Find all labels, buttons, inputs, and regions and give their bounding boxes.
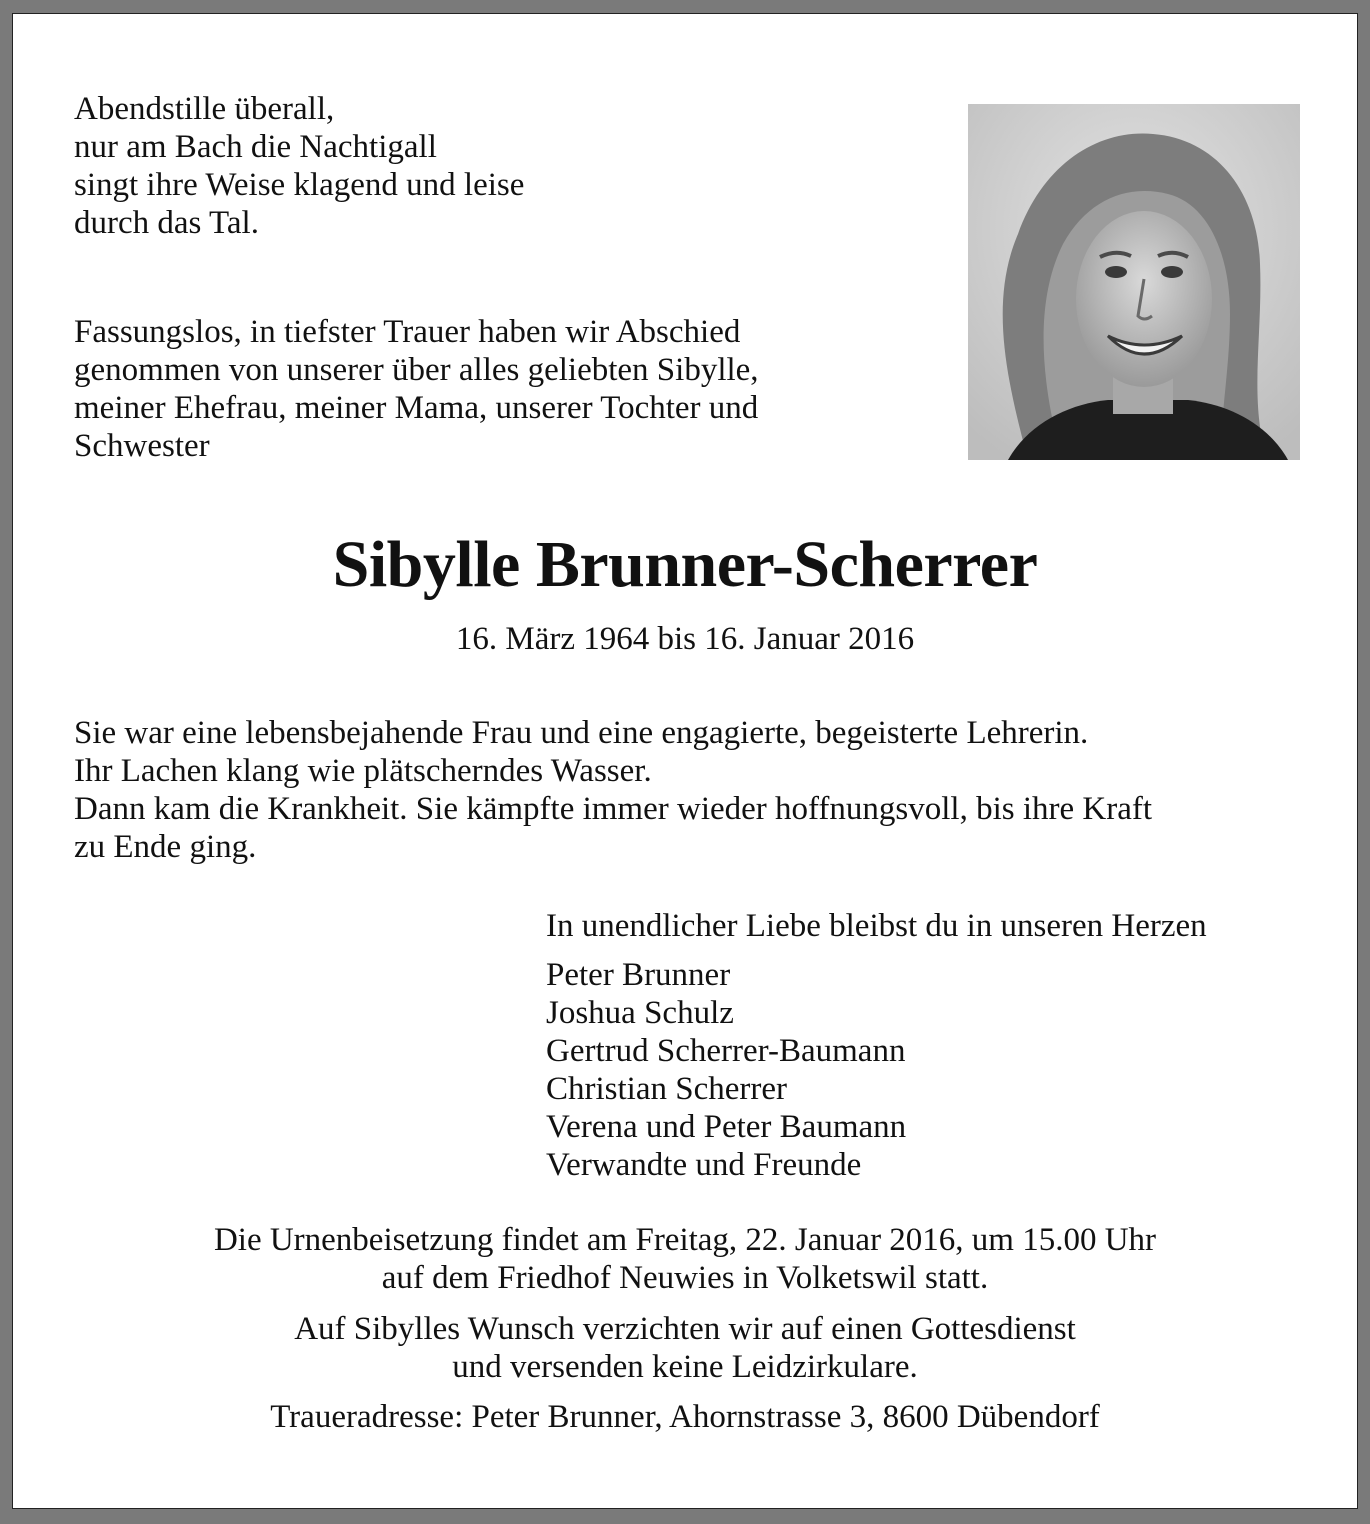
wish-line: und versenden keine Leidzirkulare. [452, 1349, 918, 1385]
biography-text [74, 714, 1152, 866]
bio-line: Dann kam die Krankheit. Sie kämpfte immer wieder hoffnungsvoll, bis ihre Kraft [74, 791, 1153, 827]
mourner-name: Verwandte und Freunde [546, 1147, 862, 1183]
closing-phrase: In unendlicher Liebe bleibst du in unseren Herzen [546, 908, 1207, 944]
bio-line: Ihr Lachen klang wie plätscherndes Wasser. [74, 753, 652, 789]
obituary-notice [12, 13, 1358, 1509]
portrait-photo [968, 104, 1300, 460]
intro-line: Schwester [74, 428, 210, 464]
mourning-address: Traueradresse: Peter Brunner, Ahornstrasse 3, 8600 Dübendorf [270, 1399, 1100, 1435]
ceremony-line: auf dem Friedhof Neuwies in Volketswil statt. [381, 1260, 989, 1296]
wish-info [13, 1310, 1357, 1386]
life-dates: 16. März 1964 bis 16. Januar 2016 [455, 621, 915, 657]
intro-line: genommen von unserer über alles geliebten Sibylle, [74, 352, 759, 388]
intro-line: Fassungslos, in tiefster Trauer haben wir Abschied [74, 314, 741, 350]
bio-line: zu Ende ging. [74, 829, 257, 865]
mourner-name: Joshua Schulz [546, 995, 734, 1031]
deceased-name: Sibylle Brunner-Scherrer [332, 528, 1038, 601]
ceremony-line: Die Urnenbeisetzung findet am Freitag, 22. Januar 2016, um 15.00 Uhr [213, 1222, 1157, 1258]
mourners-list [546, 956, 906, 1184]
intro-text [74, 313, 759, 465]
mourner-name: Gertrud Scherrer-Baumann [546, 1033, 906, 1069]
poem-line: nur am Bach die Nachtigall [74, 129, 437, 165]
poem-line: durch das Tal. [74, 205, 259, 241]
bio-line: Sie war eine lebensbejahende Frau und eine engagierte, begeisterte Lehrerin. [74, 715, 1089, 751]
poem-line: singt ihre Weise klagend und leise [74, 167, 525, 203]
poem [74, 90, 524, 242]
poem-line: Abendstille überall, [74, 91, 335, 127]
mourner-name: Christian Scherrer [546, 1071, 788, 1107]
intro-line: meiner Ehefrau, meiner Mama, unserer Tochter und [74, 390, 759, 426]
mourner-name: Peter Brunner [546, 957, 731, 993]
wish-line: Auf Sibylles Wunsch verzichten wir auf einen Gottesdienst [294, 1311, 1076, 1347]
ceremony-info [13, 1221, 1357, 1297]
mourner-name: Verena und Peter Baumann [546, 1109, 907, 1145]
